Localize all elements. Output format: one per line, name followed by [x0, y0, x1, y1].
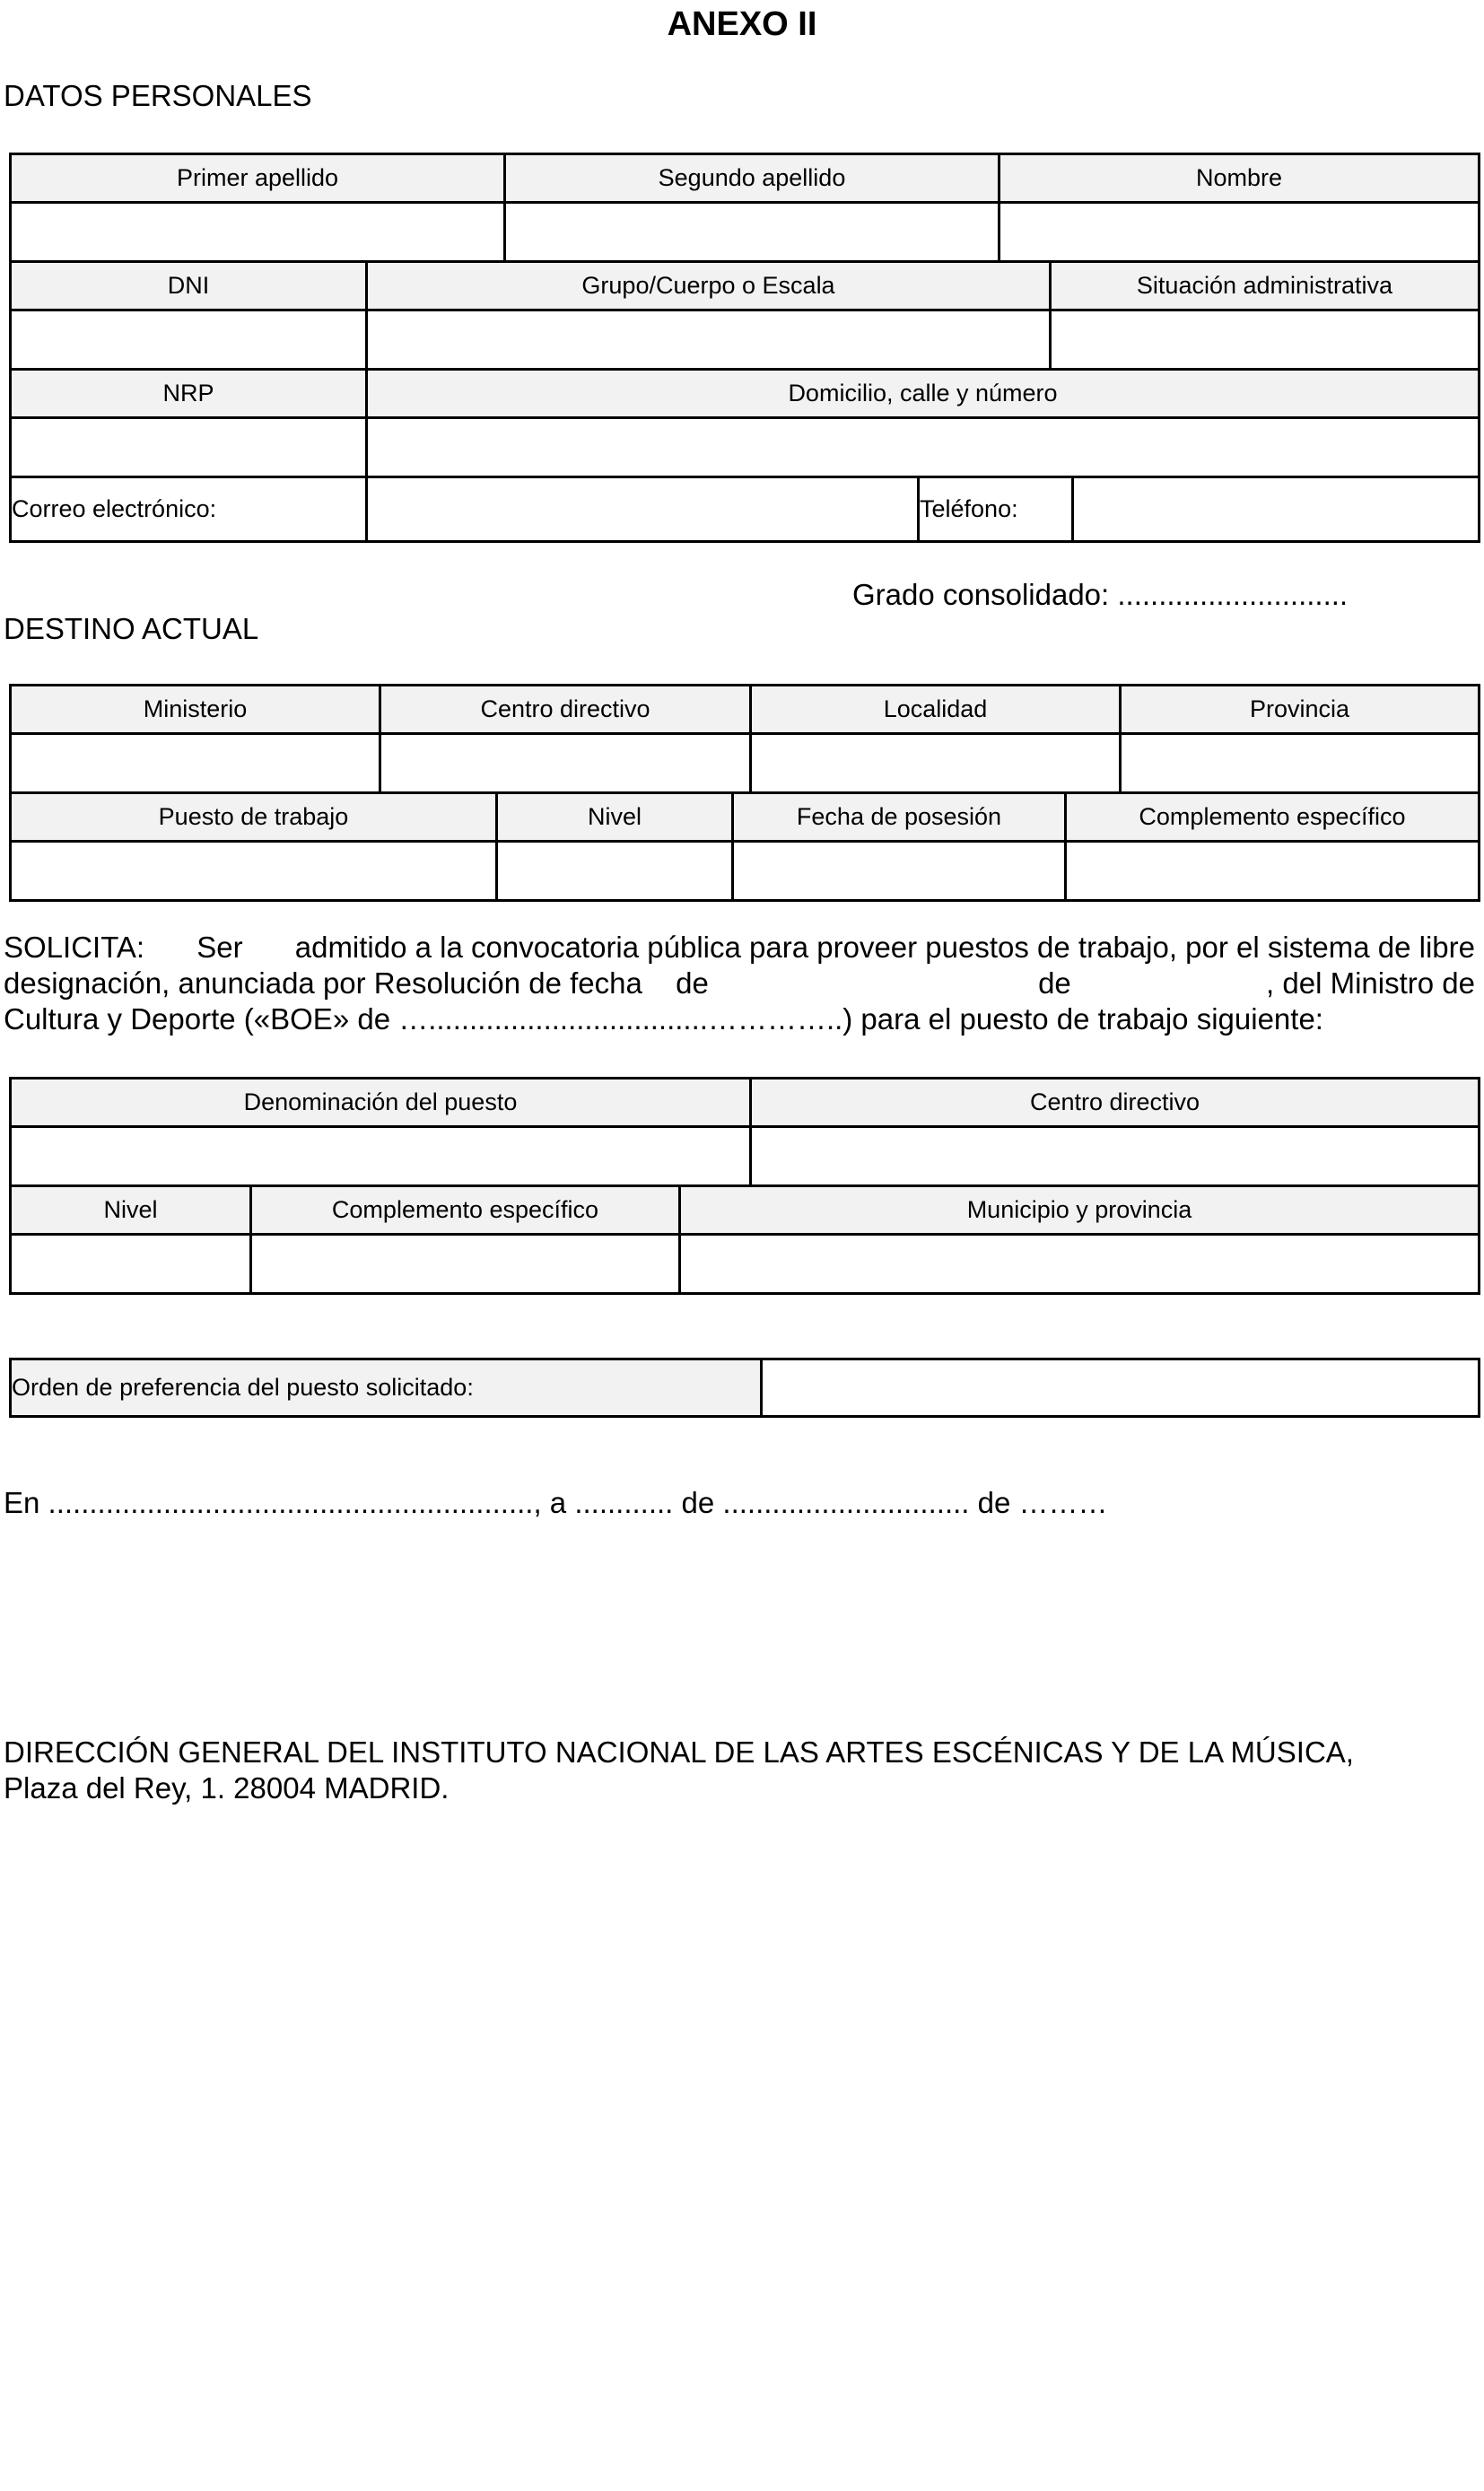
fecha-lugar-line: En ..........................................................., a ............ de .............................. de ……… [4, 1486, 1108, 1519]
domicilio-field[interactable] [367, 418, 1480, 477]
nrp-label: NRP [11, 370, 367, 418]
segundo-apellido-label: Segundo apellido [505, 154, 1000, 203]
fecha-posesion-label: Fecha de posesión [733, 793, 1066, 842]
ministerio-field[interactable] [11, 734, 380, 793]
datos-personales-table-nrp [9, 368, 1480, 478]
dni-label: DNI [11, 262, 367, 310]
telefono-field[interactable] [1073, 477, 1480, 542]
solicita-line2-ministro: , del Ministro de [1266, 966, 1475, 1000]
solicitado-centro-directivo-field[interactable] [751, 1127, 1480, 1186]
telefono-label: Teléfono: [919, 477, 1073, 542]
solicitado-complemento-label: Complemento específico [251, 1186, 680, 1235]
dni-field[interactable] [11, 310, 367, 370]
orden-preferencia-label: Orden de preferencia del puesto solicitado: [11, 1359, 762, 1417]
puesto-solicitado-table-nivel [9, 1184, 1480, 1295]
denominacion-puesto-label: Denominación del puesto [11, 1079, 751, 1127]
solicitado-nivel-label: Nivel [11, 1186, 251, 1235]
destino-actual-heading: DESTINO ACTUAL [4, 612, 259, 645]
datos-personales-table-dni [9, 260, 1480, 371]
solicita-line3-text: Cultura y Deporte («BOE» de …..................................…………..) para el puesto de trabajo siguiente: [4, 1002, 1323, 1036]
correo-label: Correo electrónico: [11, 477, 367, 542]
solicita-line2-de-1: de [676, 966, 709, 1000]
nivel-label: Nivel [497, 793, 733, 842]
ministerio-label: Ministerio [11, 686, 380, 734]
solicitado-centro-directivo-label: Centro directivo [751, 1079, 1480, 1127]
primer-apellido-label: Primer apellido [11, 154, 505, 203]
document-title: ANEXO II [667, 5, 817, 43]
puesto-trabajo-field[interactable] [11, 842, 497, 901]
segundo-apellido-field[interactable] [505, 203, 1000, 262]
grupo-label: Grupo/Cuerpo o Escala [367, 262, 1051, 310]
provincia-label: Provincia [1121, 686, 1480, 734]
centro-directivo-label: Centro directivo [380, 686, 751, 734]
centro-directivo-field[interactable] [380, 734, 751, 793]
puesto-trabajo-label: Puesto de trabajo [11, 793, 497, 842]
solicita-line-1 [4, 930, 1475, 966]
datos-personales-table-contacto [9, 476, 1480, 543]
fecha-posesion-field[interactable] [733, 842, 1066, 901]
destino-actual-table-puesto [9, 791, 1480, 902]
solicita-line-2 [4, 966, 1475, 1001]
direccion-line-1: DIRECCIÓN GENERAL DEL INSTITUTO NACIONAL DE LAS ARTES ESCÉNICAS Y DE LA MÚSICA, [4, 1735, 1354, 1769]
domicilio-label: Domicilio, calle y número [367, 370, 1480, 418]
orden-preferencia-field[interactable] [762, 1359, 1480, 1417]
solicita-paragraph [4, 930, 1475, 1037]
datos-personales-table-names [9, 153, 1480, 263]
nivel-field[interactable] [497, 842, 733, 901]
solicita-text-b: admitido a la convocatoria pública para proveer puestos de trabajo, por el sistema de libre [294, 931, 1475, 964]
localidad-label: Localidad [751, 686, 1121, 734]
municipio-provincia-label: Municipio y provincia [680, 1186, 1480, 1235]
situacion-label: Situación administrativa [1051, 262, 1480, 310]
correo-field[interactable] [367, 477, 919, 542]
situacion-field[interactable] [1051, 310, 1480, 370]
solicita-label: SOLICITA: [4, 931, 145, 964]
solicita-line2-de-2: de [1038, 966, 1071, 1000]
orden-preferencia-table [9, 1358, 1480, 1418]
nrp-field[interactable] [11, 418, 367, 477]
destino-actual-table-ministerio [9, 684, 1480, 794]
solicitado-complemento-field[interactable] [251, 1235, 680, 1294]
grupo-field[interactable] [367, 310, 1051, 370]
datos-personales-heading: DATOS PERSONALES [4, 79, 312, 112]
nombre-field[interactable] [1000, 203, 1480, 262]
solicita-line-3 [4, 1001, 1475, 1037]
denominacion-puesto-field[interactable] [11, 1127, 751, 1186]
grado-consolidado: Grado consolidado: ............................ [852, 578, 1349, 611]
localidad-field[interactable] [751, 734, 1121, 793]
provincia-field[interactable] [1121, 734, 1480, 793]
primer-apellido-field[interactable] [11, 203, 505, 262]
solicita-text-a: Ser [196, 931, 243, 964]
solicita-line2-text: designación, anunciada por Resolución de fecha [4, 966, 642, 1000]
solicitado-nivel-field[interactable] [11, 1235, 251, 1294]
complemento-especifico-field[interactable] [1066, 842, 1480, 901]
municipio-provincia-field[interactable] [680, 1235, 1480, 1294]
puesto-solicitado-table-denominacion [9, 1077, 1480, 1187]
direccion-line-2: Plaza del Rey, 1. 28004 MADRID. [4, 1771, 450, 1805]
nombre-label: Nombre [1000, 154, 1480, 203]
complemento-especifico-label: Complemento específico [1066, 793, 1480, 842]
